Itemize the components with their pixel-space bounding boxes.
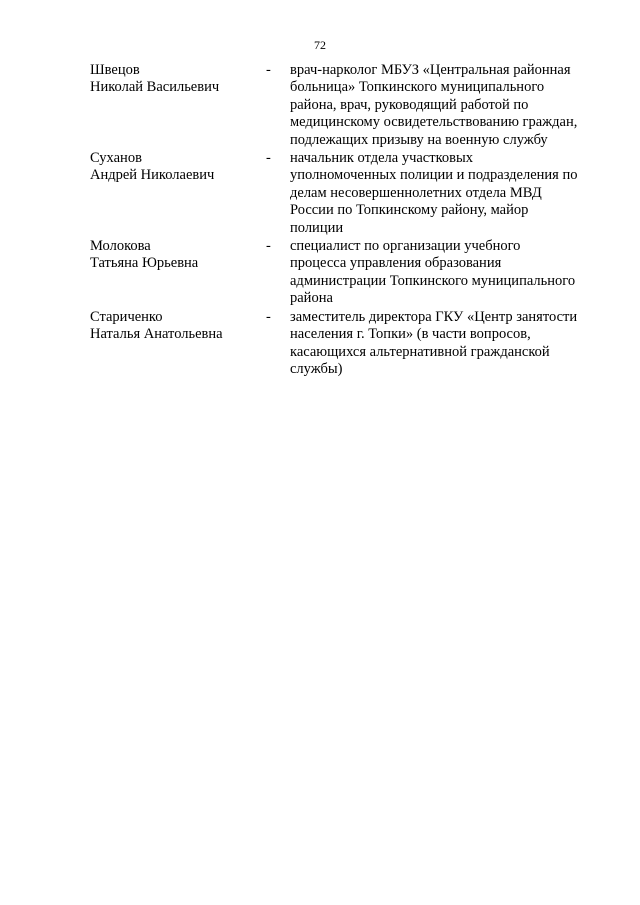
member-role (290, 62, 602, 149)
member-name (90, 309, 266, 379)
member-surname: Суханов (90, 150, 142, 167)
member-surname: Молокова (90, 238, 151, 255)
commission-member-list (90, 62, 610, 378)
member-role (290, 238, 602, 308)
role-line: делам несовершеннолетних отдела МВД (290, 184, 542, 201)
member-name (90, 150, 266, 237)
member-entry (90, 62, 610, 149)
role-line: полиции (290, 219, 344, 236)
role-line: касающихся альтернативной гражданской (290, 343, 550, 360)
member-name (90, 62, 266, 149)
member-entry (90, 309, 610, 379)
separator-dash: - (266, 308, 271, 325)
member-given-name: Наталья Анатольевна (90, 326, 223, 343)
role-line: района (290, 290, 333, 307)
page-number: 72 (314, 38, 326, 52)
role-line: службы) (290, 360, 343, 377)
member-role (290, 309, 602, 379)
member-name (90, 238, 266, 308)
role-line: уполномоченных полиции и подразделения по (290, 167, 578, 184)
role-line: врач-нарколог МБУЗ «Центральная районная (290, 62, 571, 78)
role-line: медицинскому освидетельствованию граждан, (290, 114, 578, 131)
role-line: подлежащих призыву на военную службу (290, 131, 548, 148)
member-given-name: Николай Васильевич (90, 79, 220, 96)
separator-dash: - (266, 238, 271, 255)
role-line: администрации Топкинского муниципального (290, 272, 576, 289)
separator-dash: - (266, 150, 271, 167)
role-line: заместитель директора ГКУ «Центр занятости (290, 308, 578, 325)
member-role (290, 150, 602, 237)
member-entry (90, 150, 610, 237)
role-line: больница» Топкинского муниципального (290, 79, 545, 96)
role-line: населения г. Топки» (в части вопросов, (290, 326, 531, 343)
role-line: начальник отдела участковых (290, 150, 473, 167)
role-line: района, врач, руководящий работой по (290, 96, 529, 113)
role-line: процесса управления образования (290, 255, 502, 272)
member-given-name: Татьяна Юрьевна (90, 255, 199, 272)
member-entry (90, 238, 610, 308)
role-line: России по Топкинскому району, майор (290, 202, 529, 219)
role-line: специалист по организации учебного (290, 238, 521, 255)
separator-dash: - (266, 62, 271, 78)
member-given-name: Андрей Николаевич (90, 167, 215, 184)
member-surname: Швецов (90, 62, 140, 78)
member-surname: Стариченко (90, 308, 163, 325)
